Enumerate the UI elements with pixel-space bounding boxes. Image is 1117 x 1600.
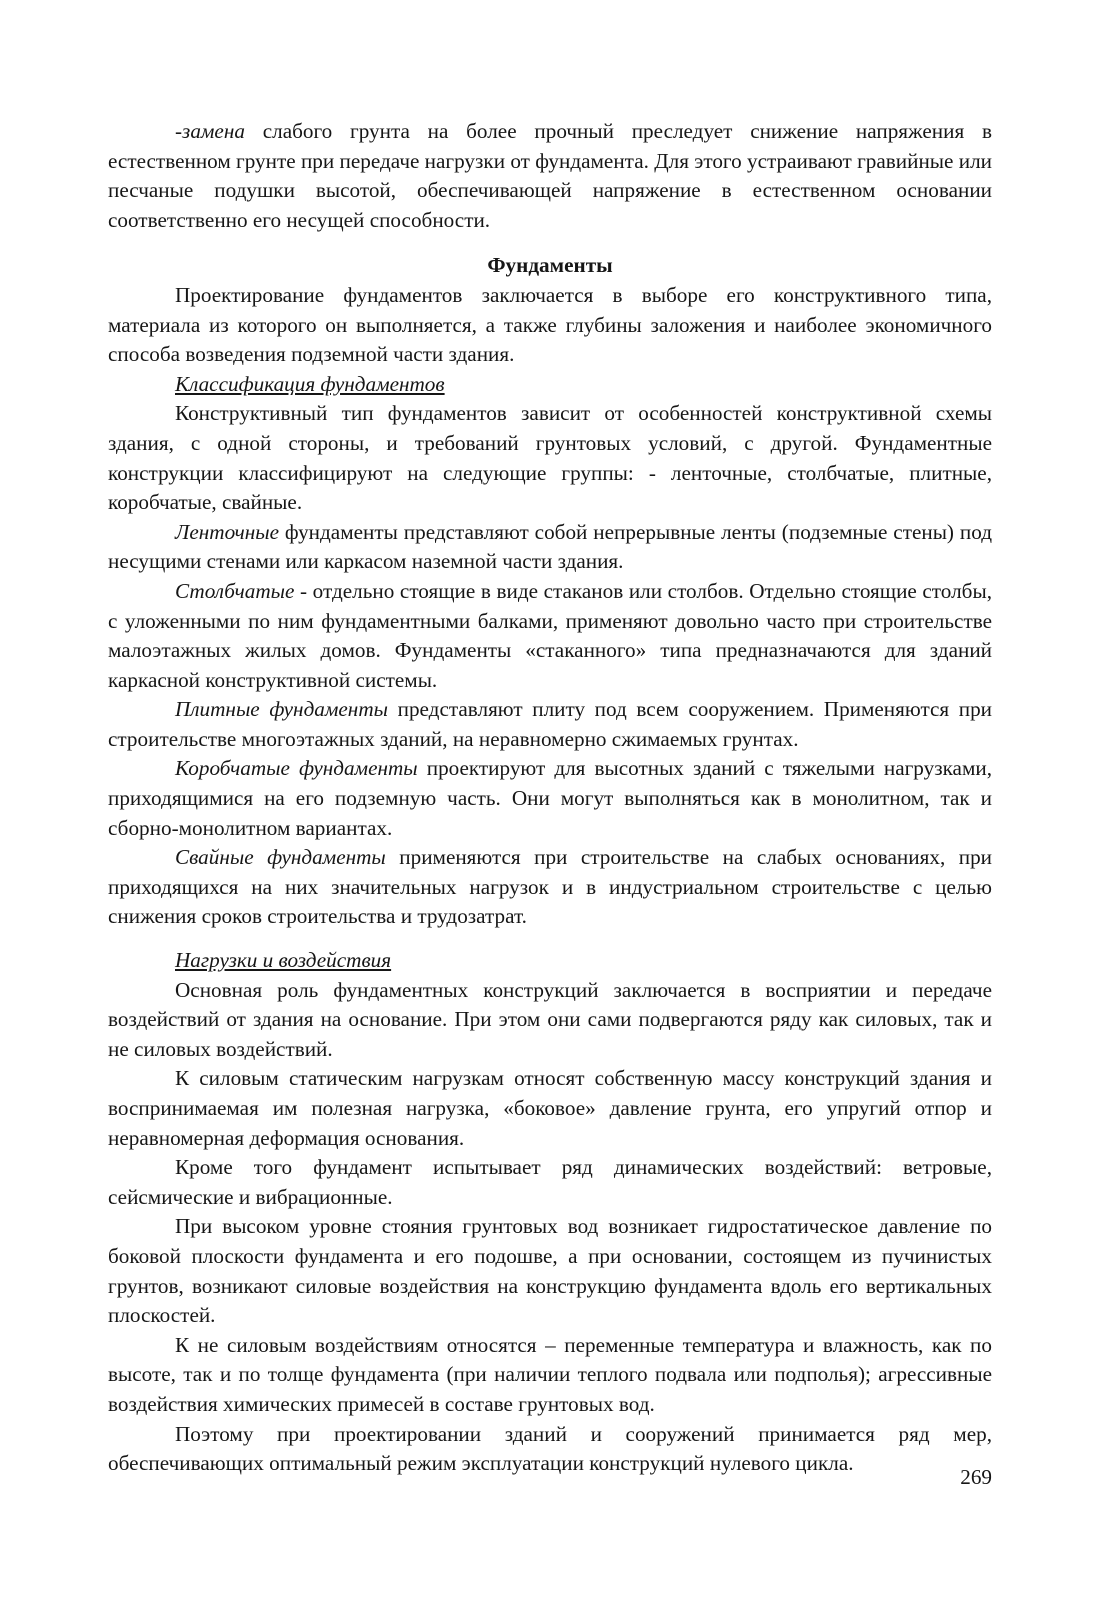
paragraph-text: проектируют для высотных зданий с тяжелыми нагрузками, приходящимися на его подземную часть. Они могут выполняться как в монолитном, так и сборно-монолитном вариантах.	[108, 756, 992, 840]
paragraph-strip-foundations	[108, 518, 992, 577]
paragraph-static-loads: К силовым статическим нагрузкам относят собственную массу конструкций здания и воспринимаемая им полезная нагрузка, «боковое» давление грунта, его упругий отпор и неравномерная деформация основания.	[108, 1066, 992, 1150]
paragraph-text: фундаменты представляют собой непрерывные ленты (подземные стены) под несущими стенами или каркасом наземной части здания.	[108, 519, 992, 574]
term-box: Коробчатые фундаменты	[175, 756, 418, 781]
paragraph-design: Проектирование фундаментов заключается в выборе его конструктивного типа, материала из которого он выполняется, а также глубины заложения и наиболее экономичного способа возведения подземной части здания.	[108, 282, 992, 367]
term-replacement: -замена	[175, 119, 245, 143]
paragraph-box-foundations	[108, 754, 992, 843]
term-strip: Ленточные	[175, 519, 279, 544]
paragraph-text: применяются при строительстве на слабых основаниях, при приходящихся на них значительных нагрузок и в индустриальном строительстве с целью снижения сроков строительства и трудозатрат.	[108, 845, 992, 929]
paragraph-slab-foundations	[108, 695, 992, 754]
paragraph-measures: Поэтому при проектировании зданий и сооружений принимается ряд мер, обеспечивающих оптимальный режим эксплуатации конструкций нулевого цикла.	[108, 1421, 992, 1476]
paragraph-types: Конструктивный тип фундаментов зависит от особенностей конструктивной схемы здания, с одной стороны, и требований грунтовых условий, с другой. Фундаментные конструкции классифицируют на следующие группы: - ленточные, столбчатые, плитные, коробчатые, свайные.	[108, 401, 992, 515]
paragraph-nonforce-impacts: К не силовым воздействиям относятся – переменные температура и влажность, как по высоте, так и по толще фундамента (при наличии теплого подвала или подполья); агрессивные воздействия химических примесей в составе грунтовых вод.	[108, 1332, 992, 1416]
paragraph-role: Основная роль фундаментных конструкций заключается в восприятии и передаче воздействий от здания на основание. При этом они сами подвергаются ряду как силовых, так и не силовых воздействий.	[108, 977, 992, 1061]
subheading-classification: Классификация фундаментов	[175, 371, 445, 396]
page-number: 269	[960, 1465, 992, 1489]
section-heading: Фундаменты	[487, 253, 613, 278]
term-pile: Свайные фундаменты	[175, 845, 386, 870]
term-slab: Плитные фундаменты	[175, 697, 388, 722]
paragraph-text: слабого грунта на более прочный преследует снижение напряжения в естественном грунте при передаче нагрузки от фундамента. Для этого устраивают гравийные или песчаные подушки высотой, обеспечивающей напряжение в естественном основании соответственно его несущей способности.	[108, 119, 992, 232]
paragraph-text: - отдельно стоящие в виде стаканов или столбов. Отдельно стоящие столбы, с уложенными по ним фундаментными балками, применяют довольно часто при строительстве малоэтажных жилых домов. Фундаменты «стаканного» типа предназначаются для зданий каркасной конструктивной системы.	[108, 578, 992, 692]
paragraph-dynamic-loads: Кроме того фундамент испытывает ряд динамических воздействий: ветровые, сейсмические и вибрационные.	[108, 1155, 992, 1209]
paragraph-pile-foundations	[108, 843, 992, 932]
paragraph-soil-replacement	[108, 117, 992, 235]
subheading-loads: Нагрузки и воздействия	[175, 948, 392, 973]
paragraph-groundwater: При высоком уровне стояния грунтовых вод возникает гидростатическое давление по боковой плоскости фундамента и его подошве, а при основании, состоящем из пучинистых грунтов, возникают силовые воздействия на конструкцию фундамента вдоль его вертикальных плоскостей.	[108, 1214, 992, 1328]
paragraph-column-foundations	[108, 577, 992, 695]
paragraph-text: представляют плиту под всем сооружением. Применяются при строительстве многоэтажных зданий, на неравномерно сжимаемых грунтах.	[108, 697, 992, 751]
term-column: Столбчатые	[175, 578, 295, 603]
document-body	[108, 117, 992, 1479]
